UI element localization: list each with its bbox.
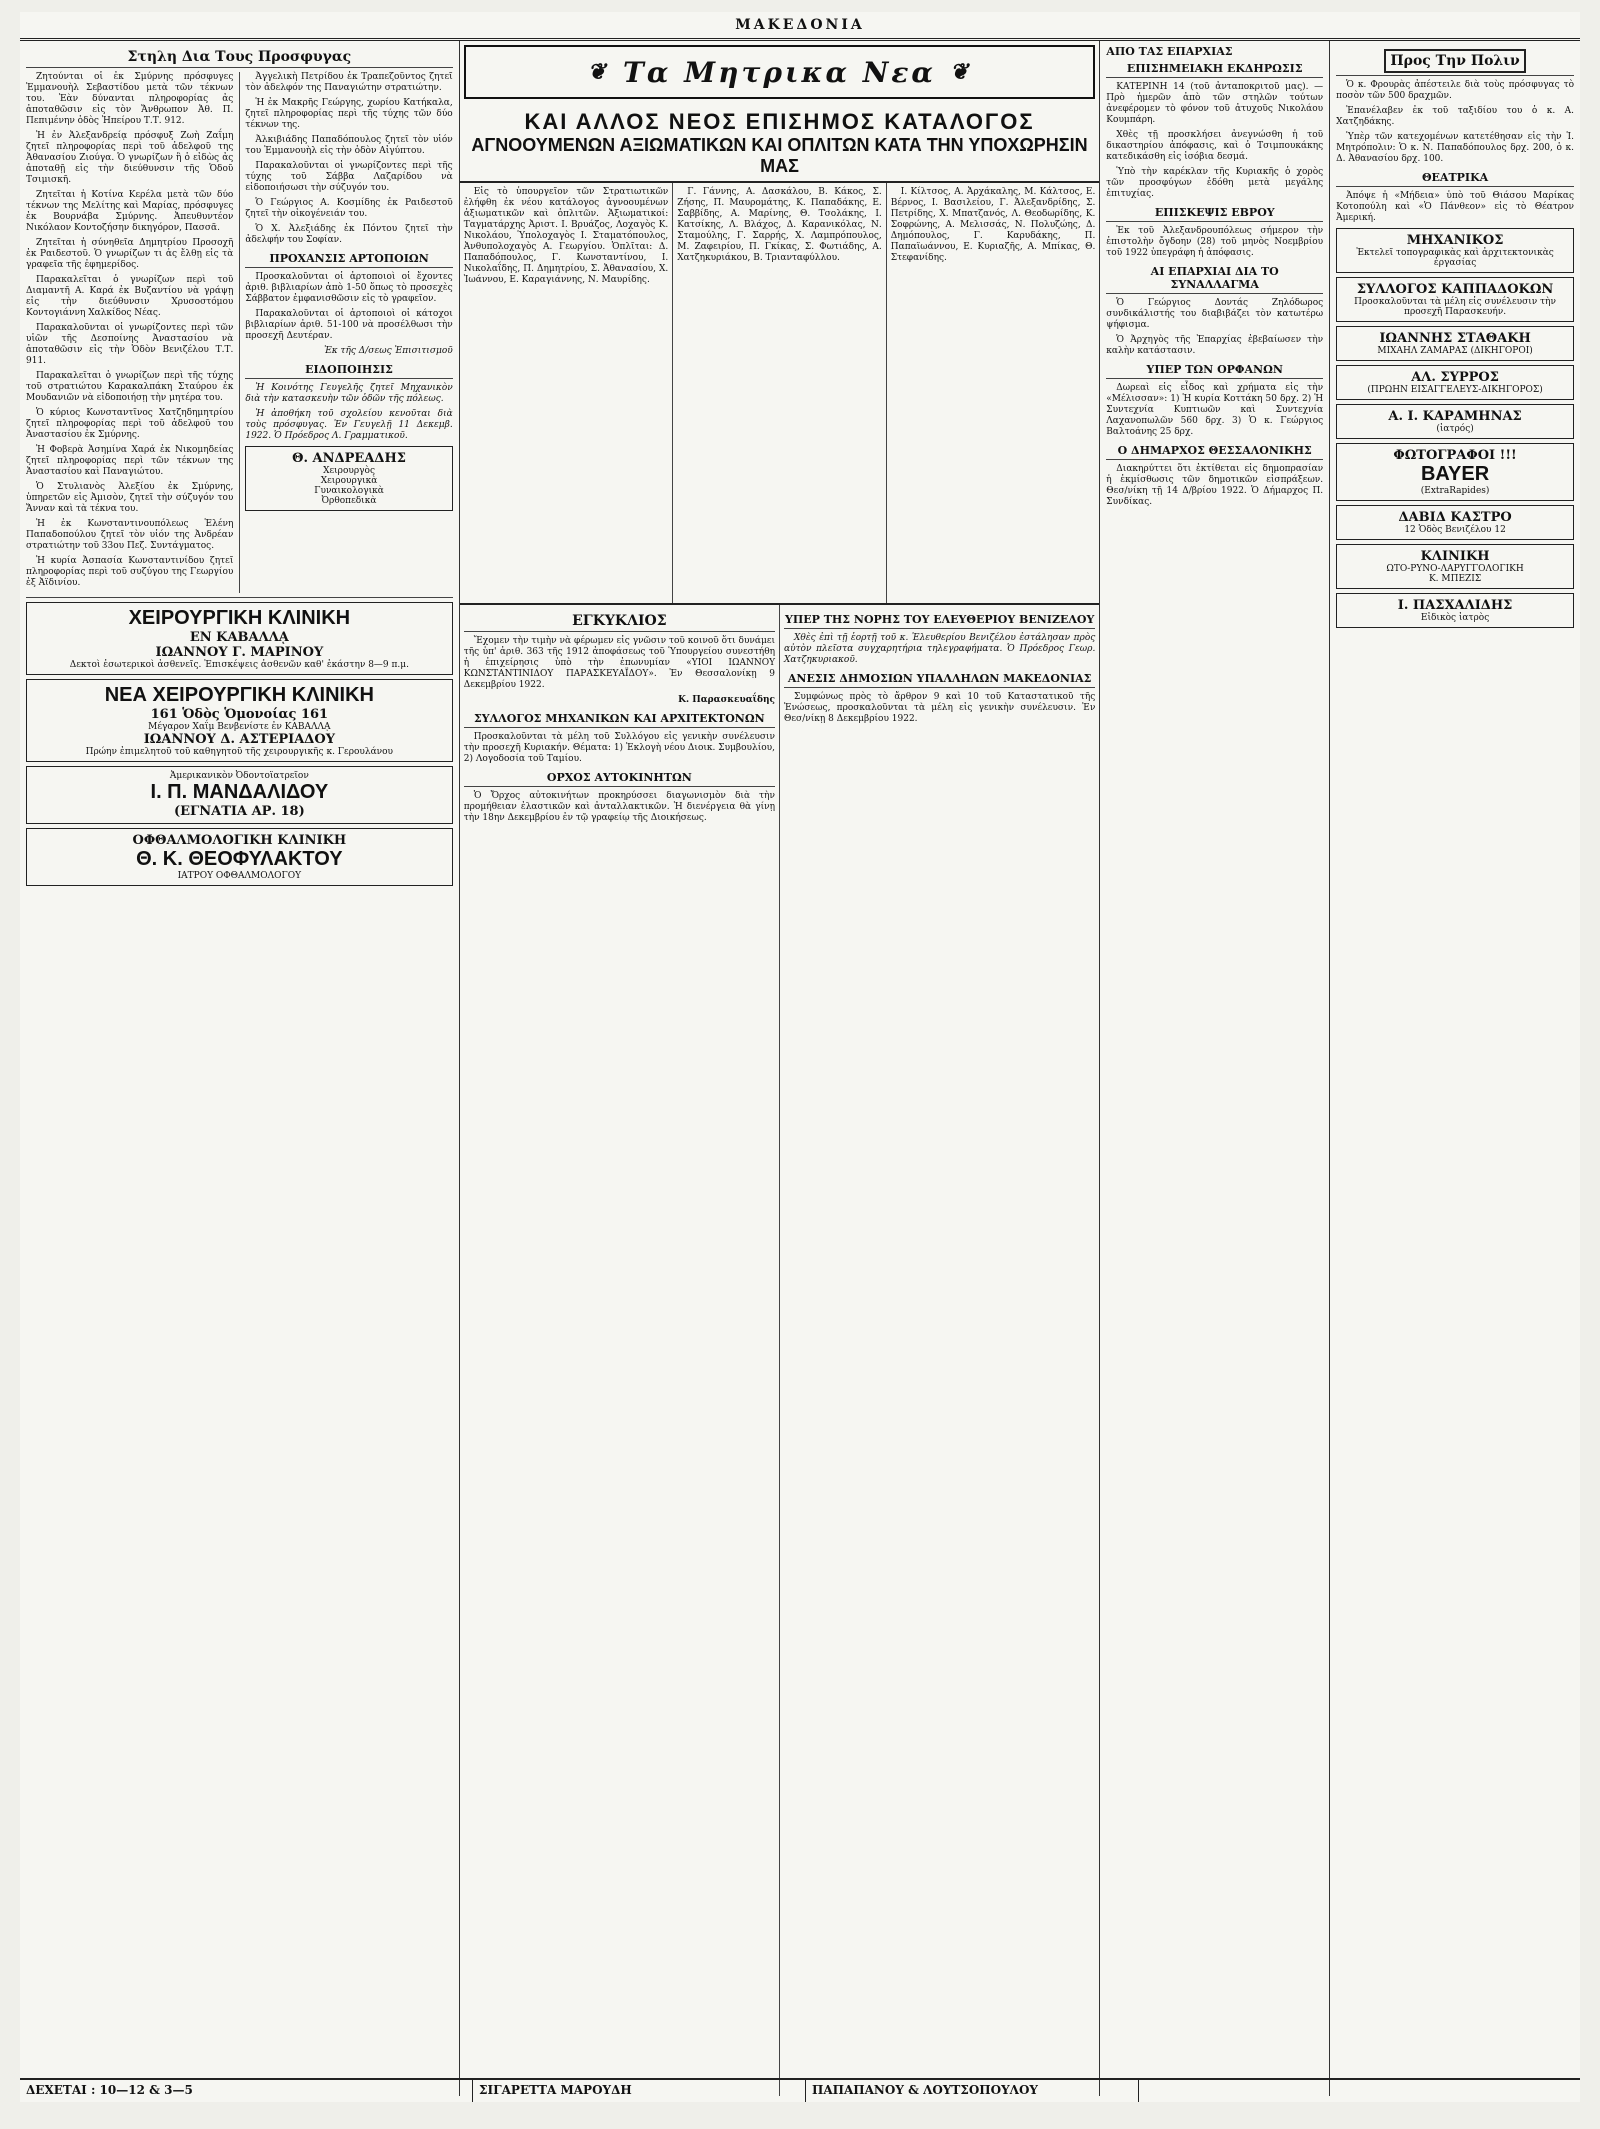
ad-sub: 12 Ὁδὸς Βενιζέλου 12: [1404, 525, 1506, 535]
column-left: [20, 41, 460, 2096]
article-paragraph: Ὁ Ἀρχηγὸς τῆς Ἐπαρχίας ἐβεβαίωσεν τὴν καλὴν κατάστασιν.: [1106, 335, 1324, 356]
ad-line: Γυναικολογικὰ: [314, 486, 384, 496]
ad-sub: ΕΝ ΚΑΒΑΛΛᾼ: [189, 630, 289, 645]
circular-column: [460, 605, 780, 2096]
ad-title: ΧΕΙΡΟΥΡΓΙΚΗ ΚΛΙΝΙΚΗ: [128, 607, 351, 629]
exchange-head: ΑΙ ΕΠΑΡΧΙΑΙ ΔΙΑ ΤΟ ΣΥΝΑΛΛΑΓΜΑ: [1106, 263, 1323, 294]
ad-sub: Προσκαλοῦνται τὰ μέλη εἰς συνέλευσιν τὴν προσεχῆ Παρασκευήν.: [1354, 297, 1556, 317]
ad-karaminas: [1336, 404, 1574, 439]
bakers-head: ΠΡΟΧΑΝΣΙΣ ΑΡΤΟΠΟΙΩΝ: [245, 250, 452, 268]
article-paragraph: Διακηρύττει ὅτι ἐκτίθεται εἰς δημοπρασίαν ἡ ἐκμίσθωσις τῶν δημοτικῶν εἰσπράξεων. Θεσ/νίκη τῇ 14 Δ/βρίου 1922. Ὁ Δήμαρχος Π. Συνδίκας.: [1106, 464, 1324, 507]
engineers-head: ΣΥΛΛΟΓΟΣ ΜΗΧΑΝΙΚΩΝ ΚΑΙ ΑΡΧΙΤΕΚΤΟΝΩΝ: [464, 710, 775, 728]
ad-title: Α. Ι. ΚΑΡΑΜΗΝΑΣ: [1388, 409, 1522, 424]
orphans-head: ΥΠΕΡ ΤΩΝ ΟΡΦΑΝΩΝ: [1106, 361, 1323, 379]
refugee-notices: [26, 72, 233, 593]
banner-title: Τα Μητρικα Νεα: [623, 55, 936, 89]
ad-name: ΙΩΑΝΝΟΥ Δ. ΑΣΤΕΡΙΑΔΟΥ: [143, 732, 335, 747]
notice-paragraph: Ἡ ἐκ Μακρῆς Γεώργης, χωρίου Κατήκαλα, ζητεῖ πληροφορίας περὶ τῆς τύχης τῶν δύο τέκνων της.: [245, 98, 453, 130]
ad-asteriadou-clinic: [26, 679, 453, 762]
ad-sub: ΜΙΧΑΗΛ ΖΑΜΑΡΑΣ (ΔΙΚΗΓΟΡΟΙ): [1377, 346, 1533, 356]
masthead: ΜΑΚΕΔΟΝΙΑ: [20, 12, 1580, 41]
notice-paragraph: Ἡ Κοινότης Γευγελῆς ζητεῖ Μηχανικὸν διὰ τὴν κατασκευὴν τῶν ὁδῶν τῆς πόλεως.: [245, 383, 453, 404]
notice-paragraph: Ἀγγελικὴ Πετρίδου ἐκ Τραπεζοῦντος ζητεῖ τὸν ἀδελφόν της Παναγιώτην στρατιώτην.: [245, 72, 453, 93]
mayor-head: Ο ΔΗΜΑΡΧΟΣ ΘΕΣΣΑΛΟΝΙΚΗΣ: [1106, 442, 1323, 460]
ad-line: Ὀρθοπεδικὰ: [321, 496, 377, 506]
bottom-hours: ΔΕΧΕΤΑΙ : 10—12 & 3—5: [20, 2080, 473, 2102]
notice-paragraph: Ἀλκιβιάδης Παπαδόπουλος ζητεῖ τὸν υἱόν του Ἐμμανουὴλ εἰς τὴν ὁδὸν Αἰγύπτου.: [245, 135, 453, 156]
ad-title: Ι. ΠΑΣΧΑΛΙΔΗΣ: [1397, 598, 1513, 613]
ad-sub: Εἰδικὸς ἰατρὸς: [1420, 613, 1490, 623]
ad-theofylaktou: [26, 828, 453, 886]
notice-paragraph: Ὁ Στυλιανὸς Ἀλεξίου ἐκ Σμύρνης, ὑπηρετῶν εἰς Ἀμισὸν, ζητεῖ τὴν σύζυγόν του Ἄνναν καὶ τὰ τέκνα του.: [26, 482, 234, 514]
ad-title: ΚΛΙΝΙΚΗ: [1420, 549, 1490, 564]
ad-line: Μέγαρον Χαΐμ Βενβενίστε ἐν ΚΑΒΑΛΛᾼ: [148, 722, 331, 732]
ornament-icon: ❦: [587, 59, 610, 85]
article-paragraph: ΚΑΤΕΡΙΝΗ 14 (τοῦ ἀνταποκριτοῦ μας). — Πρὸ ἡμερῶν ἀπὸ τῶν στηλῶν τούτων ἀνεφέρομεν τὸ φόνον τοῦ ἀτυχοῦς Νικολάου Κουμπάρη.: [1106, 82, 1324, 125]
ad-addr: (ΕΓΝΑΤΙΑ ΑΡ. 18): [173, 804, 305, 819]
notice-paragraph: Ἡ Φοβερὰ Ἀσημίνα Χαρά ἐκ Νικομηδείας ζητεῖ πληροφορίας περὶ τῶν τέκνων της Ἀναστασίου καὶ Παναγιώτου.: [26, 445, 234, 477]
ad-title: ΑΛ. ΣΥΡΡΟΣ: [1411, 370, 1499, 385]
notice-paragraph: Ζητεῖται ἡ Κοτίνα Κερέλα μετὰ τῶν δύο τέκνων της Μελίτης καὶ Μαρίας, πρόσφυγες ἐκ Βουρνάβα Σμύρνης. Ἀπευθυντέον Νικόλαον Κοντοζήσην δικηγόρον, Πασσᾶ.: [26, 190, 234, 233]
employees-text: Συμφώνως πρὸς τὸ ἄρθρον 9 καὶ 10 τοῦ Καταστατικοῦ τῆς Ἑνώσεως, προσκαλοῦνται τὰ μέλη εἰς γενικὴν συνέλευσιν. Ἐν Θεσ/νίκῃ 8 Δεκεμβρίου 1922.: [784, 692, 1096, 724]
provinces-head: ΕΠΙΣΗΜΕΙΑΚΗ ΕΚΔΗΡΩΣΙΣ: [1106, 60, 1323, 78]
ad-note: Δεκτοὶ ἐσωτερικοὶ ἀσθενεῖς. Ἐπισκέψεις ἀσθενῶν καθ' ἑκάστην 8—9 π.μ.: [69, 660, 409, 670]
ad-syrros: [1336, 365, 1574, 400]
bottom-shop: ΠΑΠΑΠΑΝΟΥ & ΛΟΥΤΣΟΠΟΥΛΟΥ: [806, 2080, 1139, 2102]
ad-ent-clinic: [1336, 544, 1574, 589]
ad-name: Θ. Κ. ΘΕΟΦΥΛΑΚΤΟΥ: [136, 848, 343, 870]
ad-title: ΙΩΑΝΝΗΣ ΣΤΑΘΑΚΗ: [1379, 331, 1531, 346]
notice-paragraph: Ζητεῖται ἡ σύνηθεῖα Δημητρίου Προσοχῆ ἐκ Ραιδεστοῦ. Ὁ γνωρίζων τι ἀς ἔλθῃ εἰς τὰ γραφεῖα τῆς ἐφημερίδος.: [26, 238, 234, 270]
notice-paragraph: Προσκαλοῦνται οἱ ἀρτοποιοὶ οἱ ἔχοντες ἀριθ. βιβλιαρίων ἀπὸ 1-50 ὅπως τὸ προσεχὲς Σάββατον ἐμφανισθῶσιν εἰς τὸ γραφεῖον.: [245, 272, 453, 304]
notice-paragraph: Ἡ ἐν Ἀλεξανδρείᾳ πρόσφυξ Ζωὴ Ζαΐμη ζητεῖ πληροφορίας περὶ τοῦ ἀδελφοῦ της Ἀθανασίου Ζιούγα. Ὁ γνωρίζων ἢ ὁ εἰδὼς ἀς ἀποταθῇ εἰς τὴν διεύθυνσιν τῆς Ὁδοῦ Τσιμισκῆ.: [26, 131, 234, 185]
column-provinces: [1100, 41, 1330, 2096]
ad-lawyers: [1336, 326, 1574, 361]
column-left-2: [239, 72, 452, 593]
notice-paragraph: Ὁ Χ. Ἀλεξιάδης ἐκ Πόντου ζητεῖ τὴν ἀδελφήν του Σοφίαν.: [245, 224, 453, 245]
ad-andreadis: [245, 446, 452, 511]
banner: [464, 45, 1096, 99]
ad-mechanic: [1336, 228, 1574, 273]
signature: Ἐκ τῆς Δ/σεως Ἐπισιτισμοῦ: [324, 346, 453, 356]
notice-paragraph: Παρακαλεῖται ὁ γνωρίζων περὶ τοῦ Διαμαντῆ Α. Καρά ἐκ Βυζαντίου νὰ γράψῃ εἰς τὴν διεύθυνσιν Χρυσοστόμου Κοντογιάννη Χαλκίδος Νέας.: [26, 275, 234, 318]
article-paragraph: Δωρεαὶ εἰς εἶδος καὶ χρήματα εἰς τὴν «Μέλισσαν»: 1) Ἡ κυρία Κοττάκη 50 δρχ. 2) Ἡ Συντεχνία Κυπτιωῶν καὶ Συντεχνία Λαχανοπωλῶν 560 δρχ. 3) Ὁ κ. Γεώργιος Βαλτοάνης 25 δρχ.: [1106, 383, 1324, 437]
ad-title: ΣΥΛΛΟΓΟΣ ΚΑΠΠΑΔΟΚΩΝ: [1356, 282, 1554, 297]
ad-line: Χειρουργικὰ: [320, 476, 378, 486]
ad-mandalidou: [26, 766, 453, 824]
ad-sub: (ἰατρός): [1436, 424, 1474, 434]
ad-paschalidis: [1336, 593, 1574, 628]
bottom-cigarette: ΣΙΓΑΡΕΤΤΑ ΜΑΡΟΥΔΗ: [473, 2080, 806, 2102]
subheadline: ΑΓΝΟΟΥΜΕΝΩΝ ΑΞΙΩΜΑΤΙΚΩΝ ΚΑΙ ΟΠΛΙΤΩΝ ΚΑΤΑ ΤΗΝ ΥΠΟΧΩΡΗΣΙΝ ΜΑΣ: [460, 135, 1100, 183]
bottom-strip: [20, 2078, 1580, 2102]
middle-section: [460, 41, 1101, 2096]
notice-paragraph: Παρακαλοῦνται οἱ ἀρτοποιοὶ οἱ κάτοχοι βιβλιαρίων ἀριθ. 51-100 νὰ προσέλθωσι τὴν προσεχῆ Δευτέραν.: [245, 309, 453, 341]
notice-paragraph: Ὁ Γεώργιος Α. Κοσμίδης ἐκ Ραιδεστοῦ ζητεῖ τὴν οἰκογένειάν του.: [245, 198, 453, 219]
notice-head: ΕΙΔΟΠΟΙΗΣΙΣ: [245, 361, 452, 379]
ad-marinou-clinic: [26, 602, 453, 675]
notice-paragraph: Ὁ κύριος Κωνσταντῖνος Χατζηδημητρίου ζητεῖ πληροφορίας περὶ τοῦ ἀδελφοῦ του Ἀναστασίου ἐκ Σμύρνης.: [26, 408, 234, 440]
ad-note: Πρώην ἐπιμελητοῦ τοῦ καθηγητοῦ τῆς χειρουργικῆς κ. Γερουλάνου: [85, 747, 394, 757]
ad-title: ΜΗΧΑΝΙΚΟΣ: [1406, 233, 1504, 248]
notice-paragraph: Ἡ κυρία Ἀσπασία Κωνσταντινίδου ζητεῖ πληροφορίας περὶ τοῦ συζύγου της Γεωργίου ἐξ Ἀϊδινίου.: [26, 556, 234, 588]
article-paragraph: Ἐκ τοῦ Ἀλεξανδρουπόλεως σήμερον τὴν ἐπιστολὴν ὄγδοην (28) τοῦ μηνὸς Νοεμβρίου τοῦ 1922 ὑπεγράφη ἡ ἀπόφασις.: [1106, 226, 1324, 258]
signature: Κ. Παρασκευαΐδης: [678, 695, 776, 705]
notice-paragraph: Παρακαλοῦνται οἱ γνωρίζοντες περὶ τῆς τύχης τοῦ Σάββα Λαζαρίδου νὰ εἰδοποιήσωσι τὴν σύζυγόν του.: [245, 161, 453, 193]
notice-paragraph: Παρακαλεῖται ὁ γνωρίζων περὶ τῆς τύχης τοῦ στρατιώτου Καρακαλπάκη Σταύρου ἐκ Μουδανιῶν νὰ εἰδοποιήσῃ τὴν μητέρα του.: [26, 371, 234, 403]
ad-pre: Ἀμερικανικὸν Ὀδοντοϊατρεῖον: [169, 771, 309, 781]
list-text: Γ. Γάννης, Α. Δασκάλου, Β. Κάκος, Σ. Ζήσης, Π. Μαυρομάτης, Κ. Παπαδάκης, Ε. Σαββίδης, Α. Μαρίνης, Θ. Τσολάκης, Ι. Κατσίκης, Λ. Βλάχος, Δ. Καρανικόλας, Ν. Σταμούλης, Γ. Σαρρής, Χ. Λαμπρόπουλος, Μ. Ζαφειρίου, Π. Γκίκας, Σ. Φωτιάδης, Α. Χατζηκυριάκου, Β. Τριανταφύλλου.: [677, 187, 882, 263]
list-text: Εἰς τὸ ὑπουργεῖον τῶν Στρατιωτικῶν ἐλήφθη ἐκ νέου κατάλογος ἀγνοουμένων ἀξιωματικῶν καὶ ὁπλιτῶν. Ἀξιωματικοί: Ταγματάρχης Ἀριστ. Ι. Βρυάζος, Λοχαγὸς Κ. Νικολάου, Ὑπολοχαγὸς Ι. Σταματόπουλος, Ἀνθυπολοχαγὸς Α. Γεωργίου. Ὁπλῖται: Δ. Παπαδόπουλος, Γ. Κωνσταντίνου, Ι. Νικολαΐδης, Π. Δημητρίου, Σ. Ἀθανασίου, Χ. Ἰωάννου, Ε. Καραγιάννης, Ν. Μαυρίδης.: [463, 187, 669, 285]
circular-text: Ἔχομεν τὴν τιμὴν νὰ φέρωμεν εἰς γνῶσιν τοῦ κοινοῦ ὅτι δυνάμει τῆς ὑπ' ἀριθ. 363 τῆς 1912 ἀποφάσεως τοῦ Ὑπουργείου συνεστήθη ἡ ἐπιχείρησις ὑπὸ τὴν ἐπωνυμίαν «ΥΙΟΙ ΙΩΑΝΝΟΥ ΚΩΝΣΤΑΝΤΙΝΙΔΟΥ ΠΑΡΑΣΚΕΥΑΪΔΟΥ». Ἐν Θεσσαλονίκῃ 9 Δεκεμβρίου 1922.: [463, 636, 776, 690]
ad-kastro: [1336, 505, 1574, 540]
article-paragraph: Ὑπὲρ τῶν κατεχομένων κατετέθησαν εἰς τὴν Ἱ. Μητρόπολιν: Ὁ κ. Ν. Παπαδόπουλος δρχ. 200, ὁ κ. Δ. Ἀθανασίου δρχ. 100.: [1336, 132, 1574, 164]
ad-pre: ΟΦΘΑΛΜΟΛΟΓΙΚΗ ΚΛΙΝΙΚΗ: [132, 833, 347, 848]
evros-head: ΕΠΙΣΚΕΨΙΣ ΕΒΡΟΥ: [1106, 204, 1323, 222]
ad-role: ΙΑΤΡΟΥ ΟΦΘΑΛΜΟΛΟΓΟΥ: [177, 871, 302, 881]
provinces-tag: ΑΠΟ ΤΑΣ ΕΠΑΡΧΙΑΣ: [1106, 45, 1233, 58]
headline: ΚΑΙ ΑΛΛΟΣ ΝΕΟΣ ΕΠΙΣΗΜΟΣ ΚΑΤΑΛΟΓΟΣ: [524, 109, 1035, 134]
ad-title: ΝΕΑ ΧΕΙΡΟΥΡΓΙΚΗ ΚΛΙΝΙΚΗ: [104, 684, 374, 706]
engineers-text: Προσκαλοῦνται τὰ μέλη τοῦ Συλλόγου εἰς γενικὴν συνέλευσιν τὴν προσεχῆ Κυριακήν. Θέματα: 1) Ἐκλογὴ νέου Διοικ. Συμβουλίου, 2) Λογοδοσία τοῦ Ταμίου.: [463, 732, 776, 764]
column-right: [1330, 41, 1580, 2096]
middle-lower: [460, 605, 1100, 2096]
ad-kappadokon: [1336, 277, 1574, 322]
refugee-column-head: Στηλη Δια Τους Προσφυγας: [26, 47, 453, 68]
newspaper-page: [20, 12, 1580, 2102]
ad-name: Ι. Π. ΜΑΝΔΑΛΙΔΟΥ: [150, 781, 329, 803]
cars-head: ΟΡΧΟΣ ΑΥΤΟΚΙΝΗΤΩΝ: [464, 769, 775, 787]
employees-head: ΑΝΕΣΙΣ ΔΗΜΟΣΙΩΝ ΥΠΑΛΛΗΛΩΝ ΜΑΚΕΔΟΝΙΑΣ: [784, 670, 1095, 688]
notice-paragraph: Ἡ ἐκ Κωνσταντινουπόλεως Ἑλένη Παπαδοπούλου ζητεῖ τὸν υἱόν της Ἀνδρέαν στρατιώτην τοῦ 33ου Πεζ. Συντάγματος.: [26, 519, 234, 551]
article-paragraph: Ὁ κ. Φρουρὰς ἀπέστειλε διὰ τοὺς πρόσφυγας τὸ ποσὸν τῶν 500 δραχμῶν.: [1336, 80, 1574, 101]
ad-sub: Ἐκτελεῖ τοπογραφικὰς καὶ ἀρχιτεκτονικὰς ἐργασίας: [1356, 248, 1554, 268]
ad-role: Χειρουργὸς: [323, 466, 375, 476]
missing-list: [460, 183, 1100, 605]
ad-sub: ΩΤΟ-ΡΥΝΟ-ΛΑΡΥΓΓΟΛΟΓΙΚΗ: [1386, 564, 1524, 574]
venizelos-column: [780, 605, 1099, 2096]
article-paragraph: Ὑπὸ τὴν καρέκλαν τῆς Κυριακῆς ὁ χορὸς τῶν προσφύγων ἐδόθη μετὰ μεγάλης ἐπιτυχίας.: [1106, 167, 1324, 199]
ad-sub: (ΠΡΩΗΝ ΕΙΣΑΓΓΕΛΕΥΣ-ΔΙΚΗΓΟΡΟΣ): [1367, 385, 1543, 395]
ad-brand: BAYER: [1420, 463, 1490, 485]
ad-title: ΔΑΒΙΔ ΚΑΣΤΡΟ: [1398, 510, 1512, 525]
theatre-head: ΘΕΑΤΡΙΚΑ: [1336, 169, 1574, 187]
notice-paragraph: Παρακαλοῦνται οἱ γνωρίζοντες περὶ τῶν υἱῶν τῆς Δεσποίνης Ἀναστασίου νὰ ἀποταθῶσιν εἰς τὴν Ὁδὸν Βενιζέλου Τ.Τ. 911.: [26, 323, 234, 366]
notice-paragraph: Ζητούνται οἱ ἐκ Σμύρνης πρόσφυγες Ἐμμανουὴλ Σεβαστίδου μετὰ τῶν τέκνων του. Ἐὰν δύνανται πληροφορίας ἀς ἀποταθῶσιν εἰς τὸν Ἄνθρωπον Ἀθ. Π. Πεπιμένην ὁδὸς Ἡπείρου Τ.Τ. 912.: [26, 72, 234, 126]
city-head: Προς Την Πολιν: [1384, 49, 1525, 73]
cars-text: Ὁ Ὄρχος αὐτοκινήτων προκηρύσσει διαγωνισμὸν διὰ τὴν προμήθειαν ἐλαστικῶν καὶ ἀνταλλακτικῶν. Ἡ διενέργεια θὰ γίνῃ τὴν 18ην Δεκεμβρίου ἐν τῷ γραφείῳ τῆς Διοικήσεως.: [463, 791, 776, 823]
theatre-text: Ἀπόψε ἡ «Μήδεια» ὑπὸ τοῦ Θιάσου Μαρίκας Κοτοπούλη καὶ «Ὁ Πάνθεον» εἰς τὸ Θέατρον Ἀμερική.: [1336, 191, 1574, 223]
venizelos-head: ΥΠΕΡ ΤΗΣ ΝΟΡΗΣ ΤΟΥ ΕΛΕΥΘΕΡΙΟΥ ΒΕΝΙΖΕΛΟΥ: [784, 611, 1095, 629]
ad-bayer: [1336, 443, 1574, 501]
article-paragraph: Ἐπανέλαβεν ἐκ τοῦ ταξιδίου του ὁ κ. Α. Χατζηδάκης.: [1336, 106, 1574, 127]
list-text: Ι. Κίλτσος, Α. Ἀρχάκαλης, Μ. Κάλτσος, Ε. Βέρνος, Ι. Βασιλείου, Γ. Ἀλεξανδρίδης, Σ. Πετρίδης, Χ. Μπατζανός, Λ. Θεοδωρίδης, Κ. Σοφρώνης, Α. Μελισσάς, Ν. Πολυζώης, Δ. Δημόπουλος, Γ. Καρυδάκης, Π. Παπαϊωάννου, Ε. Κυριαζῆς, Α. Μπίκας, Θ. Στεφανίδης.: [890, 187, 1096, 263]
ad-sub: 161 Ὁδὸς Ὁμονοίας 161: [150, 707, 329, 722]
ad-name: Θ. ΑΝΔΡΕΑΔΗΣ: [292, 451, 406, 466]
venizelos-text: Χθὲς ἐπὶ τῇ ἑορτῇ τοῦ κ. Ἐλευθερίου Βενιζέλου ἐστάλησαν πρὸς αὐτὸν πλεῖστα συγχαρητήρια τηλεγραφήματα. Ὁ Πρόεδρος Γεωρ. Χατζηκυριακοῦ.: [784, 633, 1096, 665]
ornament-icon: ❦: [949, 59, 972, 85]
ad-title: ΦΩΤΟΓΡΑΦΟΙ !!!: [1393, 448, 1517, 463]
ad-name: Κ. ΜΠΕΖΙΣ: [1428, 574, 1482, 584]
ad-sub: (ExtraRapides): [1420, 486, 1490, 496]
circular-head: ΕΓΚΥΚΛΙΟΣ: [464, 611, 775, 632]
notice-paragraph: Ἡ ἀποθήκη τοῦ σχολείου κενοῦται διὰ τοὺς πρόσφυγας. Ἐν Γευγελῇ 11 Δεκεμβ. 1922. Ὁ Πρόεδρος Λ. Γραμματικοῦ.: [245, 409, 453, 441]
article-paragraph: Χθὲς τῇ προσκλήσει ἀνεγνώσθη ἡ τοῦ δικαστηρίου ἀπόφασις, καὶ ὁ Τσιμπουκάκης κατεδικάσθη εἰς ἰσόβια δεσμά.: [1106, 130, 1324, 162]
article-paragraph: Ὁ Γεώργιος Δοντάς Ζηλόδωρος συνδικάλιστής του διαβιβάζει τὸν κατωτέρω ψήφισμα.: [1106, 298, 1324, 330]
ad-name: ΙΩΑΝΝΟΥ Γ. ΜΑΡΙΝΟΥ: [155, 645, 324, 660]
